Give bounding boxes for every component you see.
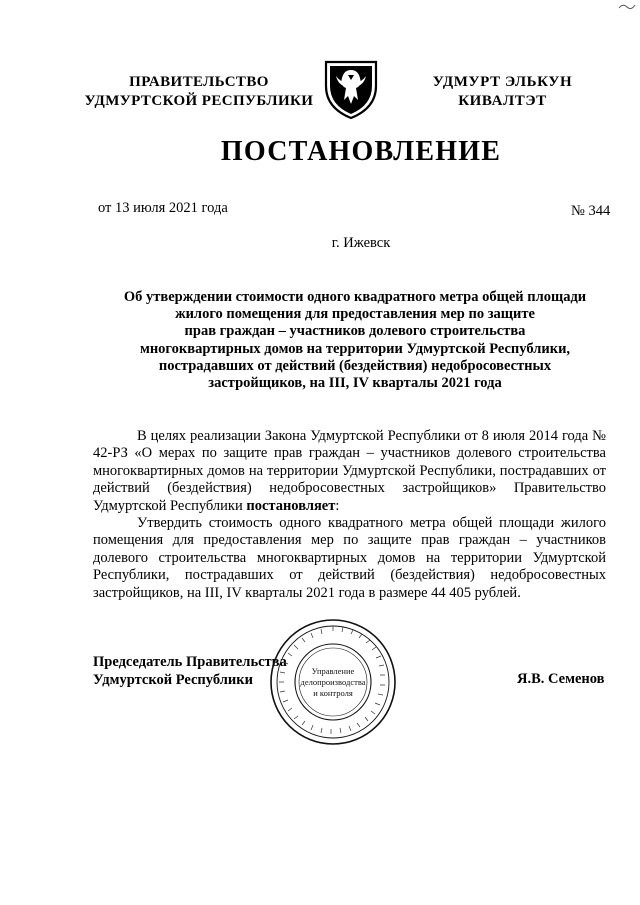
stamp-text-line1: Управление [311,666,355,676]
resolves-keyword: постановляет [246,497,336,514]
subject-line: застройщиков, на III, IV кварталы 2021 года [208,375,502,392]
document-city: г. Ижевск [331,235,391,251]
signer-position-line1: Председатель Правительства [93,654,287,670]
subject-line: пострадавших от действий (бездействия) недобросовестных [158,357,552,374]
preamble-text: В целях реализации Закона Удмуртской Республики от 8 июля 2014 года № 42-РЗ «О мерах по защите прав граждан – участников долевого строительства многоквартирных домов на территории Удмуртской Республики, пострадавших от действий (бездействия) недобросовестных застройщиков» Правительство Удмуртской Республики [93,428,606,514]
document-date: от 13 июля 2021 года [98,200,228,216]
stamp-text-line3: и контроля [313,688,353,698]
body-paragraph-preamble [93,428,606,515]
subject-line: многоквартирных домов на территории Удмуртской Республики, [139,340,571,357]
document-subject [100,289,610,392]
document-body [93,428,606,602]
government-name-line1: ПРАВИТЕЛЬСТВО [129,74,269,90]
body-paragraph-decision: Утвердить стоимость одного квадратного метра общей площади жилого помещения для предоставления мер по защите прав граждан – участников долевого строительства многоквартирных домов на территории Удмуртской Республики, пострадавших от действий (бездействия) недобросовестных застройщиков, на III, IV кварталы 2021 года в размере 44 405 рублей. [93,515,606,601]
document-title: ПОСТАНОВЛЕНИЕ [220,136,502,167]
government-name-line2: УДМУРТСКОЙ РЕСПУБЛИКИ [84,93,314,109]
signer-position-line2: Удмуртской Республики [93,672,253,688]
official-stamp-seal [268,617,398,747]
corner-scan-mark-icon [617,2,637,12]
government-name-udmurt-line1: УДМУРТ ЭЛЬКУН [432,74,573,90]
stamp-text-line2: делопроизводства [300,677,366,687]
preamble-colon: : [335,497,340,514]
government-name-russian [84,73,314,111]
subject-line: Об утверждении стоимости одного квадратного метра общей площади [123,289,587,305]
subject-line: жилого помещения для предоставления мер по защите [175,306,535,323]
government-name-udmurt [420,73,585,111]
udmurtia-coat-of-arms-icon [322,56,380,120]
subject-line: прав граждан – участников долевого строительства [184,323,526,340]
signer-name: Я.В. Семенов [517,671,605,687]
document-number: № 344 [571,203,611,219]
government-name-udmurt-line2: КИВАЛТЭТ [458,93,547,109]
